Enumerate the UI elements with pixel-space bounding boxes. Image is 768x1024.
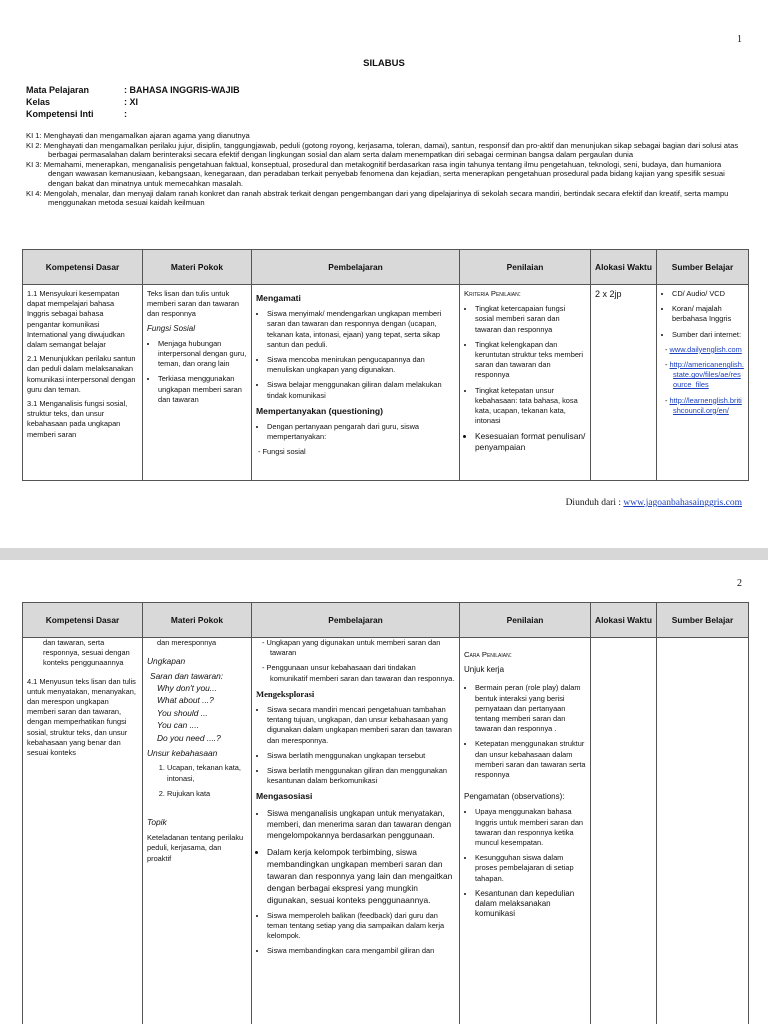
ki-item: KI 2: Menghayati dan mengamalkan perilaku jujur, disiplin, tanggungjawab, peduli (gotong royong, kerjasama, toleran, damai), santun, responsif dan pro-aktif dan menunjukan sikap sebagai bagian dari solusi atas berbagai permasalahan dalam berinteraksi secara efektif dengan lingkungan sosial dan alam serta dalam menempatkan diri sebagai cerminan bangsa dalam pergaulan dunia — [26, 140, 739, 160]
header-alokasi-waktu: Alokasi Waktu — [591, 603, 657, 638]
pengamatan-label: Pengamatan (observations): — [464, 792, 565, 802]
saran-list — [147, 682, 247, 745]
page-2 — [0, 560, 768, 1024]
header-materi-pokok: Materi Pokok — [143, 603, 252, 638]
mempertanyakan-heading: Mempertanyakan (questioning) — [256, 405, 384, 416]
kd-item: 3.1 Menganalisis fungsi sosial, struktur teks, dan unsur kebahasaan pada ungkapan memberi saran — [27, 399, 128, 439]
mengasosiasi-heading: Mengasosiasi — [256, 791, 313, 802]
kompetensi-inti-list — [26, 131, 744, 208]
asosiasi-list — [256, 808, 455, 956]
kriteria-penilaian-label: Kriteria Penilaian: — [464, 289, 521, 298]
header-kompetensi-dasar: Kompetensi Dasar — [23, 603, 143, 638]
mengeksplorasi-heading: Mengeksplorasi — [256, 688, 315, 699]
alokasi-cell — [591, 285, 657, 481]
meta-row — [26, 108, 240, 120]
header-pembelajaran: Pembelajaran — [252, 603, 460, 638]
list-item: • Tingkat ketercapaian fungsi sosial memberi saran dan tawaran dan responnya — [475, 304, 586, 335]
expression-item: Why don't you... — [157, 682, 217, 693]
meta-label: Kompetensi Inti — [26, 109, 94, 119]
penilaian-cell — [460, 285, 591, 481]
list-item: • CD/ Audio/ VCD — [672, 289, 744, 299]
pembelajaran-cell — [252, 285, 460, 481]
table-row — [23, 638, 749, 1024]
table-header-row — [23, 250, 749, 285]
list-item: • Ketepatan menggunakan struktur dan unsur kebahasaan dalam memberi saran dan tawaran serta responnya — [475, 739, 586, 780]
list-item: • Bermain peran (role play) dalam bentuk interaksi yang berisi pernyataan dan pertanyaan tentang memberi saran dan tawaran dan responnya . — [475, 683, 586, 734]
sumber-list — [661, 289, 744, 340]
syllabus-table-continued — [22, 602, 749, 1024]
sumber-cell — [657, 638, 749, 1024]
list-item: • Terkiasa menggunakan ungkapan memberi saran dan tawaran — [158, 374, 247, 405]
kd-item: 4.1 Menyusun teks lisan dan tulis untuk menyatakan, menanyakan, dan merespon ungkapan memberi saran dan tawaran, dengan memperhatikan fungsi sosial, struktur teks, dan unsur kebahasaan yang benar dan sesuai konteks — [27, 676, 136, 758]
page-number: 1 — [737, 34, 742, 45]
list-item: • Siswa memperoleh balikan (feedback) dari guru dan teman tentang setiap yang dia sampaikan dalam kerja kelompok. — [267, 911, 455, 941]
table-header-row — [23, 603, 749, 638]
materi-cell — [143, 285, 252, 481]
meta-value: : BAHASA INGGRIS-WAJIB — [124, 85, 240, 95]
meta-row — [26, 84, 240, 96]
topik-label: Topik — [147, 816, 167, 827]
pengamatan-list — [464, 807, 586, 919]
list-item: • Kesantunan dan kepedulian dalam melaksanakan komunikasi — [475, 889, 586, 920]
resource-link[interactable]: www.dailyenglish.com — [669, 344, 742, 354]
eksplorasi-list — [256, 705, 455, 786]
ki-item: KI 1: Menghayati dan mengamalkan ajaran agama yang dianutnya — [26, 131, 250, 140]
unsur-list — [147, 763, 247, 799]
header-pembelajaran: Pembelajaran — [252, 250, 460, 285]
meta-label: Kelas — [26, 97, 51, 107]
kd-cell — [23, 285, 143, 481]
table-row — [23, 285, 749, 481]
unsur-kebahasaan-label: Unsur kebahasaan — [147, 748, 218, 759]
expression-item: What about ...? — [157, 695, 214, 706]
kd-continued: dan tawaran, serta responnya, sesuai dengan konteks penggunaannya — [43, 638, 130, 668]
page-number: 2 — [737, 578, 742, 589]
list-item: • Siswa belajar menggunakan giliran dalam melakukan tindak komunikasi — [267, 380, 455, 400]
ki-item: KI 3: Memahami, menerapkan, menganalisis pengetahuan faktual, konseptual, prosedural dan metakognitif berdasarkan rasa ingin tahunya tentang ilmu pengetahuan, teknologi, seni, budaya, dan humaniora dengan wawasan kemanusiaan, kebangsaan, kenegaraan, dan peradaban terkait penyebab fenomena dan kejadian, serta menerapkan pengetahuan prosedural pada bidang kajian yang spesifik sesuai dengan bakat dan minatnya untuk memecahkan masalah. — [26, 159, 725, 188]
fungsi-sosial-label: Fungsi Sosial — [147, 323, 196, 333]
syllabus-table — [22, 249, 749, 481]
meta-value: : XI — [124, 97, 139, 107]
pembelajaran-dash-list — [256, 638, 455, 684]
pembelajaran-cell — [252, 638, 460, 1024]
list-item: • Siswa menyimak/ mendengarkan ungkapan memberi saran dan tawaran dan responnya dengan (ucapan, tekanan kata, intonasi, ejaan) yang tepat, serta sikap santun dan peduli. — [267, 309, 455, 350]
list-item: - Penggunaan unsur kebahasaan dari tindakan komunikatif memberi saran dan tawaran dan responnya. — [270, 663, 455, 683]
list-item: - Ungkapan yang digunakan untuk memberi saran dan tawaran — [270, 638, 455, 658]
materi-continued: dan meresponnya — [157, 638, 217, 647]
fungsi-sosial-list — [147, 339, 247, 405]
materi-intro: Teks lisan dan tulis untuk memberi saran dan tawaran dan responnya — [147, 289, 240, 319]
mempertanyakan-sublist — [256, 447, 455, 457]
mengamati-heading: Mengamati — [256, 293, 301, 303]
topik-text: Keteladanan tentang perilaku peduli, kerjasama, dan proaktif — [147, 833, 244, 863]
ki-item: KI 4: Mengolah, menalar, dan menyaji dalam ranah konkret dan ranah abstrak terkait dengan pengembangan dari yang dipelajarinya di sekolah secara mandiri, bertindak secara efektif dan kreatif, serta mampu menggunakan metoda sesuai kaidah keilmuan — [26, 188, 729, 208]
list-item: • Tingkat ketepatan unsur kebahasaan: tata bahasa, kosa kata, ucapan, tekanan kata, intonasi — [475, 386, 586, 427]
list-item: 2. Rujukan kata — [167, 789, 247, 799]
download-label: Diunduh dari : — [565, 498, 621, 508]
page-title: SILABUS — [363, 58, 405, 69]
list-item: • Dalam kerja kelompok terbimbing, siswa membandingkan ungkapan memberi saran dan tawaran dan responnya yang lain dan mengaitkan dengan berbagai ekspresi yang mungkin digunakan, sesuai konteks penggunaannya. — [267, 846, 455, 906]
resource-link[interactable]: http://americanenglish.state.gov/files/ae/resource_files — [669, 360, 744, 390]
unjuk-kerja-list — [464, 683, 586, 780]
materi-cell — [143, 638, 252, 1024]
mempertanyakan-list — [256, 422, 455, 442]
meta-label: Mata Pelajaran — [26, 85, 90, 95]
kriteria-list — [464, 304, 586, 452]
list-item: - Fungsi sosial — [266, 447, 455, 457]
penilaian-cell — [460, 638, 591, 1024]
cara-penilaian-label: Cara Penilaian: — [464, 650, 512, 659]
kd-item: 1.1 Mensyukuri kesempatan dapat mempelajari bahasa Inggris sebagai bahasa pengantar komunikasi International yang diwujudkan dalam semangat belajar — [27, 289, 125, 350]
list-item: • Dengan pertanyaan pengarah dari guru, siswa mempertanyakan: — [267, 422, 455, 442]
list-item: • Siswa menganalisis ungkapan untuk menyatakan, memberi, dan menerima saran dan tawaran dengan mengelompokannya berdasarkan penggunaan. — [267, 808, 455, 841]
list-item: • Siswa berlatih menggunakan giliran dan menggunakan kesantunan dalam berkomunikasi — [267, 766, 455, 786]
kd-item: 2.1 Menunjukkan perilaku santun dan peduli dalam melaksanakan komunikasi interpersonal dengan guru dan teman. — [27, 354, 136, 394]
ungkapan-label: Ungkapan — [147, 656, 186, 667]
list-item: • Siswa membandingkan cara mengambil giliran dan — [267, 946, 455, 956]
syllabus-meta — [26, 84, 240, 120]
alokasi-cell — [591, 638, 657, 1024]
download-link[interactable]: www.jagoanbahasainggris.com — [623, 498, 742, 508]
list-item: • Upaya menggunakan bahasa Inggris untuk memberi saran dan tawaran dan responnya ketika muncul kesempatan. — [475, 807, 586, 848]
header-penilaian: Penilaian — [460, 250, 591, 285]
expression-item: Do you need ....? — [157, 732, 221, 743]
list-item: • Siswa berlatih menggunakan ungkapan tersebut — [267, 751, 455, 761]
meta-row — [26, 96, 240, 108]
download-note — [566, 498, 742, 508]
header-materi-pokok: Materi Pokok — [143, 250, 252, 285]
list-item: • Koran/ majalah berbahasa Inggris — [672, 304, 744, 324]
list-item: • Siswa mencoba menirukan pengucapannya dan menuliskan ungkapan yang digunakan. — [267, 355, 455, 375]
alokasi-value: 2 x 2jp — [595, 289, 622, 299]
sumber-links — [661, 345, 744, 416]
header-sumber-belajar: Sumber Belajar — [657, 250, 749, 285]
header-alokasi-waktu: Alokasi Waktu — [591, 250, 657, 285]
kd-cell — [23, 638, 143, 1024]
sumber-cell — [657, 285, 749, 481]
header-penilaian: Penilaian — [460, 603, 591, 638]
list-item: • Siswa secara mandiri mencari pengetahuan tambahan tentang tujuan, ungkapan, dan unsur kebahasaan yang digunakan dalam ungkapan memberi saran dan tawaran dan meresponnya. — [267, 705, 455, 746]
list-item: • Sumber dari internet: — [672, 330, 744, 340]
list-item: • Kesungguhan siswa dalam proses pembelajaran di setiap tahapan. — [475, 853, 586, 884]
header-sumber-belajar: Sumber Belajar — [657, 603, 749, 638]
unjuk-kerja-label: Unjuk kerja — [464, 665, 505, 675]
mengamati-list — [256, 309, 455, 401]
saran-label: Saran dan tawaran: — [150, 671, 224, 682]
list-item: • Menjaga hubungan interpersonal dengan guru, teman, dan orang lain — [158, 339, 247, 370]
list-item: • Kesesuaian format penulisan/ penyampaian — [475, 431, 586, 451]
expression-item: You can .... — [157, 720, 199, 731]
list-item: 1. Ucapan, tekanan kata, intonasi, — [167, 763, 247, 783]
resource-link[interactable]: http://learnenglish.britishcouncil.org/en/ — [669, 395, 742, 415]
expression-item: You should ... — [157, 707, 208, 718]
meta-value: : — [124, 109, 127, 119]
list-item: • Tingkat kelengkapan dan keruntutan struktur teks memberi saran dan tawaran dan responnya — [475, 340, 586, 381]
header-kompetensi-dasar: Kompetensi Dasar — [23, 250, 143, 285]
